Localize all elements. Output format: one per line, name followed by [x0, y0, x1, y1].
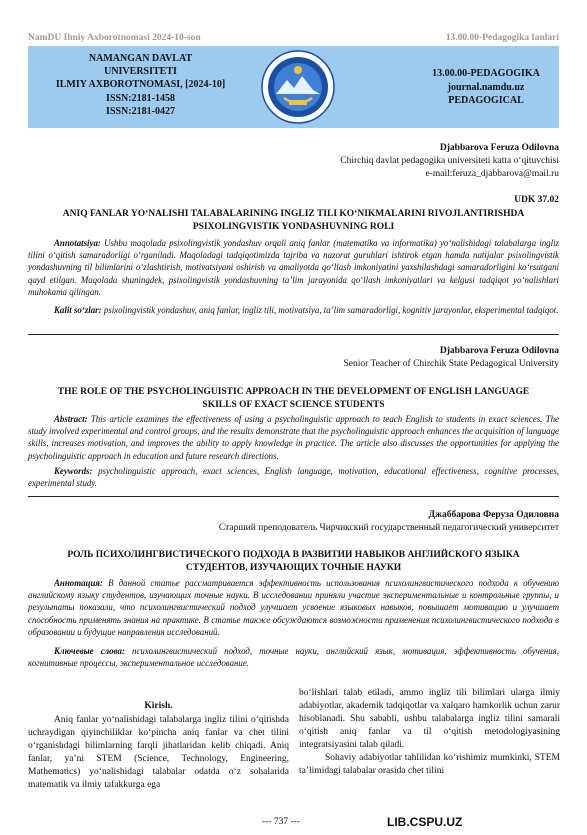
author-name: Джаббарова Феруза Одиловна	[428, 510, 559, 520]
author-name: Djabbarova Feruza Odilovna	[439, 143, 559, 153]
abstract-label: Annotatsiya:	[54, 238, 101, 248]
keywords-label: Ключевые слова:	[54, 646, 125, 656]
uz-abstract	[28, 237, 559, 298]
uz-keywords	[28, 304, 559, 316]
en-author-block	[344, 345, 560, 371]
author-affiliation: Старший преподователь Чирчикский государственный педагогический университет	[218, 523, 559, 533]
banner-right-line: 13.00.00-PEDAGOGIKA	[432, 68, 540, 79]
banner-left-line: NAMANGAN DAVLAT	[88, 53, 193, 64]
body-paragraph: Sohaviy adabiyotlar tahlilidan ko‘rishimiz mumkinki, STEM ta’limidagi talabalar orasida chet tilini	[299, 753, 560, 776]
library-watermark[interactable]: LIB.CSPU.UZ	[387, 815, 463, 829]
abstract-label: Abstract:	[54, 414, 88, 424]
section-divider	[28, 496, 559, 497]
ru-author-block	[219, 509, 559, 535]
title-line: PSIXOLINGVISTIK YONDASHUVNING ROLI	[192, 222, 395, 232]
keywords-text: psixolingvistik yondashuv, aniq fanlar, ingliz tili, motivatsiya, ta’lim samaradorligi, kognitiv jarayonlar, eksperimental tadqiqot.	[101, 305, 559, 315]
udk-code: UDK 37.02	[514, 195, 559, 205]
section-divider	[28, 334, 559, 335]
banner-left-line: ISSN:2181-1458	[106, 92, 175, 104]
author-name: Djabbarova Feruza Odilovna	[439, 346, 559, 356]
subject-label: 13.00.00-Pedagogika fanlari	[445, 33, 559, 43]
body-column-left	[28, 700, 289, 792]
journal-issue-label: NamDU Ilmiy Axborotnomasi 2024-10-son	[28, 33, 201, 43]
author-affiliation: Senior Teacher of Chirchik State Pedagogical University	[343, 359, 559, 369]
en-article-title	[28, 386, 559, 412]
ru-article-title	[28, 549, 559, 575]
abstract-label: Аннотация:	[54, 578, 103, 588]
banner-left-line: ILMIY AXBOROTNOMASI, [2024-10]	[55, 79, 226, 91]
body-column-right	[299, 687, 560, 778]
uz-author-block	[340, 142, 559, 181]
keywords-text: психолингвистический подход, точные науки, английский язык, мотивация, эффективность обучения, когнитивные процессы, экспериментальное исследование.	[28, 646, 559, 669]
running-header	[28, 33, 559, 47]
keywords-text: psycholinguistic approach, exact sciences, English language, motivation, educational effectiveness, cognitive processes, experimental study.	[28, 466, 559, 489]
body-paragraph: bo‘lishlari talab etiladi, ammo ingliz tili bilimlari ularga ilmiy adabiyotlar, akademik tadqiqotlar va xalqaro hamkorlik uchun zarur hisoblanadi. Shu sababli, ushbu talabalarga ingliz tilini samarali o‘qitish aniq fanlar va til o‘qitish metodologiyasining integratsiyasini talab qiladi.	[299, 688, 560, 750]
en-abstract	[28, 413, 559, 462]
banner-left-line: UNIVERSITETI	[104, 66, 177, 78]
banner-right-line: journal.namdu.uz	[447, 81, 525, 93]
author-affiliation: Chirchiq davlat pedagogika universiteti katta o‘qituvchisi	[340, 156, 559, 166]
banner-right-block	[416, 67, 556, 108]
title-line: СТУДЕНТОВ, ИЗУЧАЮЩИХ ТОЧНЫЕ НАУКИ	[185, 563, 402, 573]
banner-right-line: PEDAGOGICAL	[448, 95, 524, 106]
ru-abstract	[28, 577, 559, 638]
keywords-label: Keywords:	[54, 466, 93, 476]
section-heading: Kirish.	[144, 701, 173, 711]
banner-left-line: ISSN:2181-0427	[106, 105, 175, 117]
author-email[interactable]: e-mail:feruza_djabbarova@mail.ru	[425, 169, 559, 179]
title-line: ANIQ FANLAR YO‘NALISHI TALABALARINING INGLIZ TILI KO‘NIKMALARINI RIVOJLANTIRISHDA	[62, 209, 525, 219]
abstract-text: В данной статье рассматривается эффективность использования психолингвистического подхода к обучению английскому языку студентов, изучающих точные науки. В исследовании приняли участие экспериментальные и контрольные группы, и результаты показали, что психолингвистический подход улучшает усвоение языковых навыков, повышает мотивацию и улучшает способность применять знания на практике. В статье также обсуждаются возможности применения психолингвистического подхода в образовании и будущие направления исследований.	[28, 578, 559, 637]
keywords-label: Kalit so‘zlar:	[54, 305, 102, 315]
page-number: --- 737 ---	[262, 817, 300, 827]
title-line: РОЛЬ ПСИХОЛИНГВИСТИЧЕСКОГО ПОДХОДА В РАЗВИТИИ НАВЫКОВ АНГЛИЙСКОГО ЯЗЫКА	[67, 550, 520, 560]
abstract-text: This article examines the effectiveness of using a psycholinguistic approach to teach English to students in exact sciences. The study involved experimental and control groups, and the results demonstrate that the psycholinguistic approach enhances the acquisition of language skills, increases motivation, and improves the ability to apply knowledge in practice. The article also discusses the opportunities for applying the psycholinguistic approach in education and future research directions.	[28, 414, 559, 461]
banner-left-block	[38, 52, 243, 118]
en-keywords	[28, 465, 559, 489]
body-paragraph: Aniq fanlar yo‘nalishidagi talabalarga ingliz tilini o‘qitishda uchraydigan qiyinchiliklar ko‘pincha aniq fanlar va chet tilini o‘rganishdagi bilimlarning farqli jihatlaridan kelib chiqadi. Aniq fanlar, ya’ni STEM (Science, Technology, Engineering, Mathematics) yo‘nalishidagi talabalar odatda o‘z sohalarida matematik va ilmiy tafakkurga ega	[28, 715, 289, 790]
university-emblem-icon	[261, 50, 335, 124]
uz-article-title	[28, 208, 559, 234]
journal-banner	[28, 46, 559, 128]
title-line: THE ROLE OF THE PSYCHOLINGUISTIC APPROACH IN THE DEVELOPMENT OF ENGLISH LANGUAGE	[57, 387, 530, 397]
abstract-text: Ushbu maqolada psixolingvistik yondashuv orqali aniq fanlar (matematika va informatika) yo‘nalishidagi talabalarga ingliz tilini o‘qitish samaradorligi o‘rganiladi. Maqoladagi tadqiqotimizda tajriba va nazorat guruhlari ishtirok etgan hamda natijalar psixolingvistik yondashuvning til bilimlarini o‘zlashtirish, motivatsiyani oshirish va amaliyotda qo‘llash imkoniyatini yaxshilashdagi samaradorligini ko‘rsatgani qayd etilgan. Maqolada shuningdek, psixolingvistik yondashuvning ta’lim jarayonida qo‘llash imkoniyatlari va kelgusi tadqiqot yo‘nalishlari muhokama qilingan.	[28, 238, 559, 297]
ru-keywords	[28, 645, 559, 669]
title-line: SKILLS OF EXACT SCIENCE STUDENTS	[202, 400, 385, 410]
